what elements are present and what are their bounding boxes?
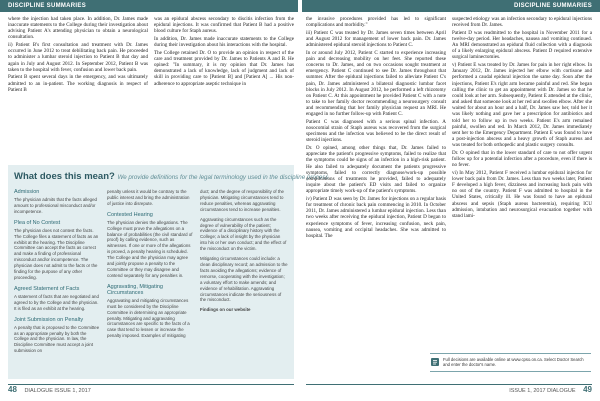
term-definition: Aggravating and mitigating circumstances must be considered by the Discipline Committee in determining an appropriate penalty. Mitigating and aggravating circumstances are specific to the facts of a case that tend to lessen or increase the penalty imposed. Examples of mitigating (107, 297, 190, 339)
publication-name: ISSUE 1, 2017 DIALOGUE (509, 388, 576, 394)
term-heading: Aggravating, Mitigating Circumstances (107, 283, 163, 296)
footer-left (8, 385, 91, 395)
term-heading: Agreed Statement of Facts (14, 285, 80, 292)
section-header-left: DISCIPLINE SUMMARIES (0, 0, 298, 12)
definitions-column-1 (14, 189, 100, 354)
paragraph: where the injection had taken place. In addition, Dr. James made inaccurate statements to the College during their investigation about advising Patient A's attending physician to obtain a neurological consultation. (8, 16, 148, 41)
paragraph: v) Patient E was treated by Dr. James for pain in her right elbow. In January 2012, Dr. James injected her elbow with cortisone and performed a caudal epidural injection the same day. Soon after the injections, Patient E's right arm became painful and red. She began calling the clinic to get an appointment with Dr. James so that he could look at her arm. Subsequently, Patient E attended at the clinic, and asked that someone look at her red and swollen elbow. After she waited for about an hour and a half, Dr. James saw her, told her it was likely nothing and gave her a prescription for antibiotics and told her to follow up in two weeks. Patient E's arm remained painful, swollen and red. In March 2012, Dr. James immediately sent her to the Emergency Department. Patient E was found to have a post-injection abscess and a heavy growth of Staph aureus and was treated for both orthopedic and plastic surgery consults. (452, 62, 592, 149)
paragraph: Patient B spent several days in the emergency, and was ultimately admitted to an in-patient. The working diagnosis in respect of Patient B (8, 74, 148, 93)
section-header-right: DISCIPLINE SUMMARIES (302, 0, 600, 12)
term-definition: penalty unless it would be contrary to the public interest and bring the administration of justice into disrepute. (107, 189, 190, 206)
definitions-box (8, 165, 329, 379)
article-column-3 (306, 16, 446, 240)
paragraph: Patient C was diagnosed with a serious spinal infection. A nosocomial strain of Staph aureus was recovered from the surgical specimens and the infection was believed to be the direct result of steroid injections. (306, 119, 446, 144)
paragraph: Dr. O opined that in the lower standard of care to not offer urgent follow up for a potential infection after a procedure, even if there is no fever. (452, 149, 592, 169)
term-definition: duct; and the degree of responsibility of the physician. Mitigating circumstances tend to reduce penalties, whereas aggravating circumstances tend to increase penalties. (200, 189, 284, 212)
term-definition: The physician does not contest the facts. The College files a statement of facts as an exhibit at the hearing. The Discipline Committee can accept the facts as correct and make a finding of professional misconduct and/or incompetence. The physician does not admit to the facts or the finding for the purpose of any other proceeding. (14, 227, 99, 280)
paragraph: Patient D was readmitted to the hospital in November 2011 for a twelve-day period. Her headaches, nausea and vomiting continued. An MRI demonstrated an epidural fluid collection with a diagnosis of a likely enlarging epidural abscess. Patient D required extensive surgical laminectomies. (452, 29, 592, 61)
term-definition: A statement of facts that are negotiated and agreed to by the College and the physician. It is filed as an exhibit at the hearing. (14, 293, 99, 311)
paragraph: iii) Patient C was treated by Dr. James seven times between April and August 2012 for management of lower back pain. Dr. James administered epidural steroid injections to Patient C. (306, 29, 446, 49)
article-column-4 (452, 16, 592, 221)
full-decisions-note (430, 353, 591, 372)
page-number: 48 (8, 385, 17, 394)
term-definition: The physician denies the allegations. The College must prove the allegations on a balance of probabilities (the civil standard of proof) by calling evidence, such as witnesses. If one or more of the allegations is proved, a penalty hearing is scheduled. The College and the physician may agree and jointly propose a penalty to the Committee or they may disagree and contend separately for any penalties in. (107, 219, 193, 278)
term-heading: Joint Submission on Penalty (14, 316, 84, 323)
paragraph: suspected etiology was an infection secondary to epidural injections received from Dr. James. (452, 16, 592, 29)
paragraph: the invasive procedures provided has led to significant complications and morbidity." (306, 16, 446, 29)
article-column-2 (154, 16, 294, 88)
paragraph: The College retained Dr. O to provide an opinion in respect of the care and treatment provided by Dr. James to Patients A and B. He opined: "In summary, it is my opinion that Dr. James has demonstrated a lack of knowledge, lack of judgment and lack of skill in providing care to [Patient B] and [Patient A] ... His non-adherence to appropriate aseptic technique in (154, 49, 294, 87)
definitions-column-3 (200, 189, 288, 313)
document-icon (430, 357, 440, 367)
paragraph: was an epidural abscess secondary to discitis infection from the epidural injections. It was confirmed that Patient B had a positive blood culture for Staph aureus. (154, 16, 294, 35)
publication-name: DIALOGUE ISSUE 1, 2017 (24, 388, 91, 394)
paragraph: vi) In May 2012, Patient F received a lumbar epidural injection for lower back pain from Dr. James. Less than two weeks later, Patient F developed a high fever, dizziness and increasing back pain with no out of the country. Patient F was admitted to hospital in the United States, critically ill. He was found to have an epidural abscess and sepsis (Staph aureus bacteremia), requiring ICU admission, intubation and neurosurgical evacuation together with stand lami- (452, 169, 592, 219)
term-definition: A penalty that is proposed to the Committee as an appropriate penalty by both the College and the physician. In law, the Discipline Committee must accept a joint submission on (14, 324, 100, 354)
note-text: Full decisions are available online at www.cpso.on.ca. Select Doctor Search and enter the doctor's name. (443, 357, 584, 368)
definitions-column-2 (107, 189, 193, 339)
term-heading: Contested Hearing (107, 211, 153, 218)
term-definition: Aggravating circumstances such as the degree of vulnerability of the patient; evidence of a disciplinary history with the College; a lack of insight by the physician into his or her own conduct; and the effect of the misconduct on the victim. (200, 216, 287, 252)
term-definition: Mitigating circumstances could include: a clean disciplinary record; an admission to the facts avoiding the allegations; evidence of remorse, cooperating with the investigation; a voluntary effort to make amends; and evidence of rehabilitation. Aggravating circumstances indicate the seriousness of the misconduct. (200, 256, 288, 303)
paragraph: ii) Patient B's first consultation and treatment with Dr. James occurred in June 2012 to treat debilitating back pain. He proceeded to administer a lumbar steroid injection to Patient B that day and again in July and August 2012. In September 2012, Patient B was taken to the hospital with fever, confusion and lower back pain. (8, 42, 148, 73)
paragraph: In or around July 2012, Patient C started to experience increasing pain and decreasing mobility on her feet. She reported these concerns to Dr. James, and on two occasions sought treatment at emergency. Patient C continued to see Dr. James throughout that summer. After the epidural injections failed to alleviate Patient C's pain, Dr. James administered a bilateral diagnostic lumbar facet blocks in July 2012. In August 2012, he performed a left rhizotomy on Patient C. At this appointment he provided Patient C with a note to take to her family doctor recommending a neurosurgery consult and recommending that her family physician request an MRI. He engaged in no further follow-up with Patient C. (306, 49, 446, 118)
term-definition: The physician admits that the facts alleged amount to professional misconduct and/or incompetence. (14, 197, 97, 214)
article-column-1 (8, 16, 148, 94)
paragraph: In addition, Dr. James made inaccurate statements to the College during their investigation about his interactions with the hospital. (154, 35, 294, 49)
term-heading: Plea of No Contest (14, 219, 61, 226)
footer-right (509, 385, 592, 395)
term-heading: Admission (14, 189, 40, 195)
findings-link[interactable]: Findings on our website (200, 307, 251, 313)
paragraph: Dr. O opined, among other things that, Dr. James failed to appreciate the patient's progressive symptoms, failed to realize that the symptoms could be signs of an infection in a high-risk patient. He also failed to adequately document the patients progressive symptoms, failed to correctly diagnose/work-up possible complications of treatments he provided, failed to adequately inquire about the patient's ED visits and failed to organize appropriate timely work-up of the patient's symptoms. (306, 145, 446, 195)
paragraph: iv) Patient D was seen by Dr. James for injections on a regular basis for treatment of chronic back pain commencing in 2010. In October 2011, Dr. James administered a lumbar epidural injection. Less than two weeks after receiving the epidural injection, Patient D began to experience symptoms of fever, increasing confusion, neck pain, nausea, vomiting and occipital headaches. She was admitted to hospital. The (306, 195, 446, 239)
page-number: 49 (583, 385, 592, 394)
box-title: What does this mean? We provide definitions for the legal terminology used in the discipline process (14, 171, 329, 182)
